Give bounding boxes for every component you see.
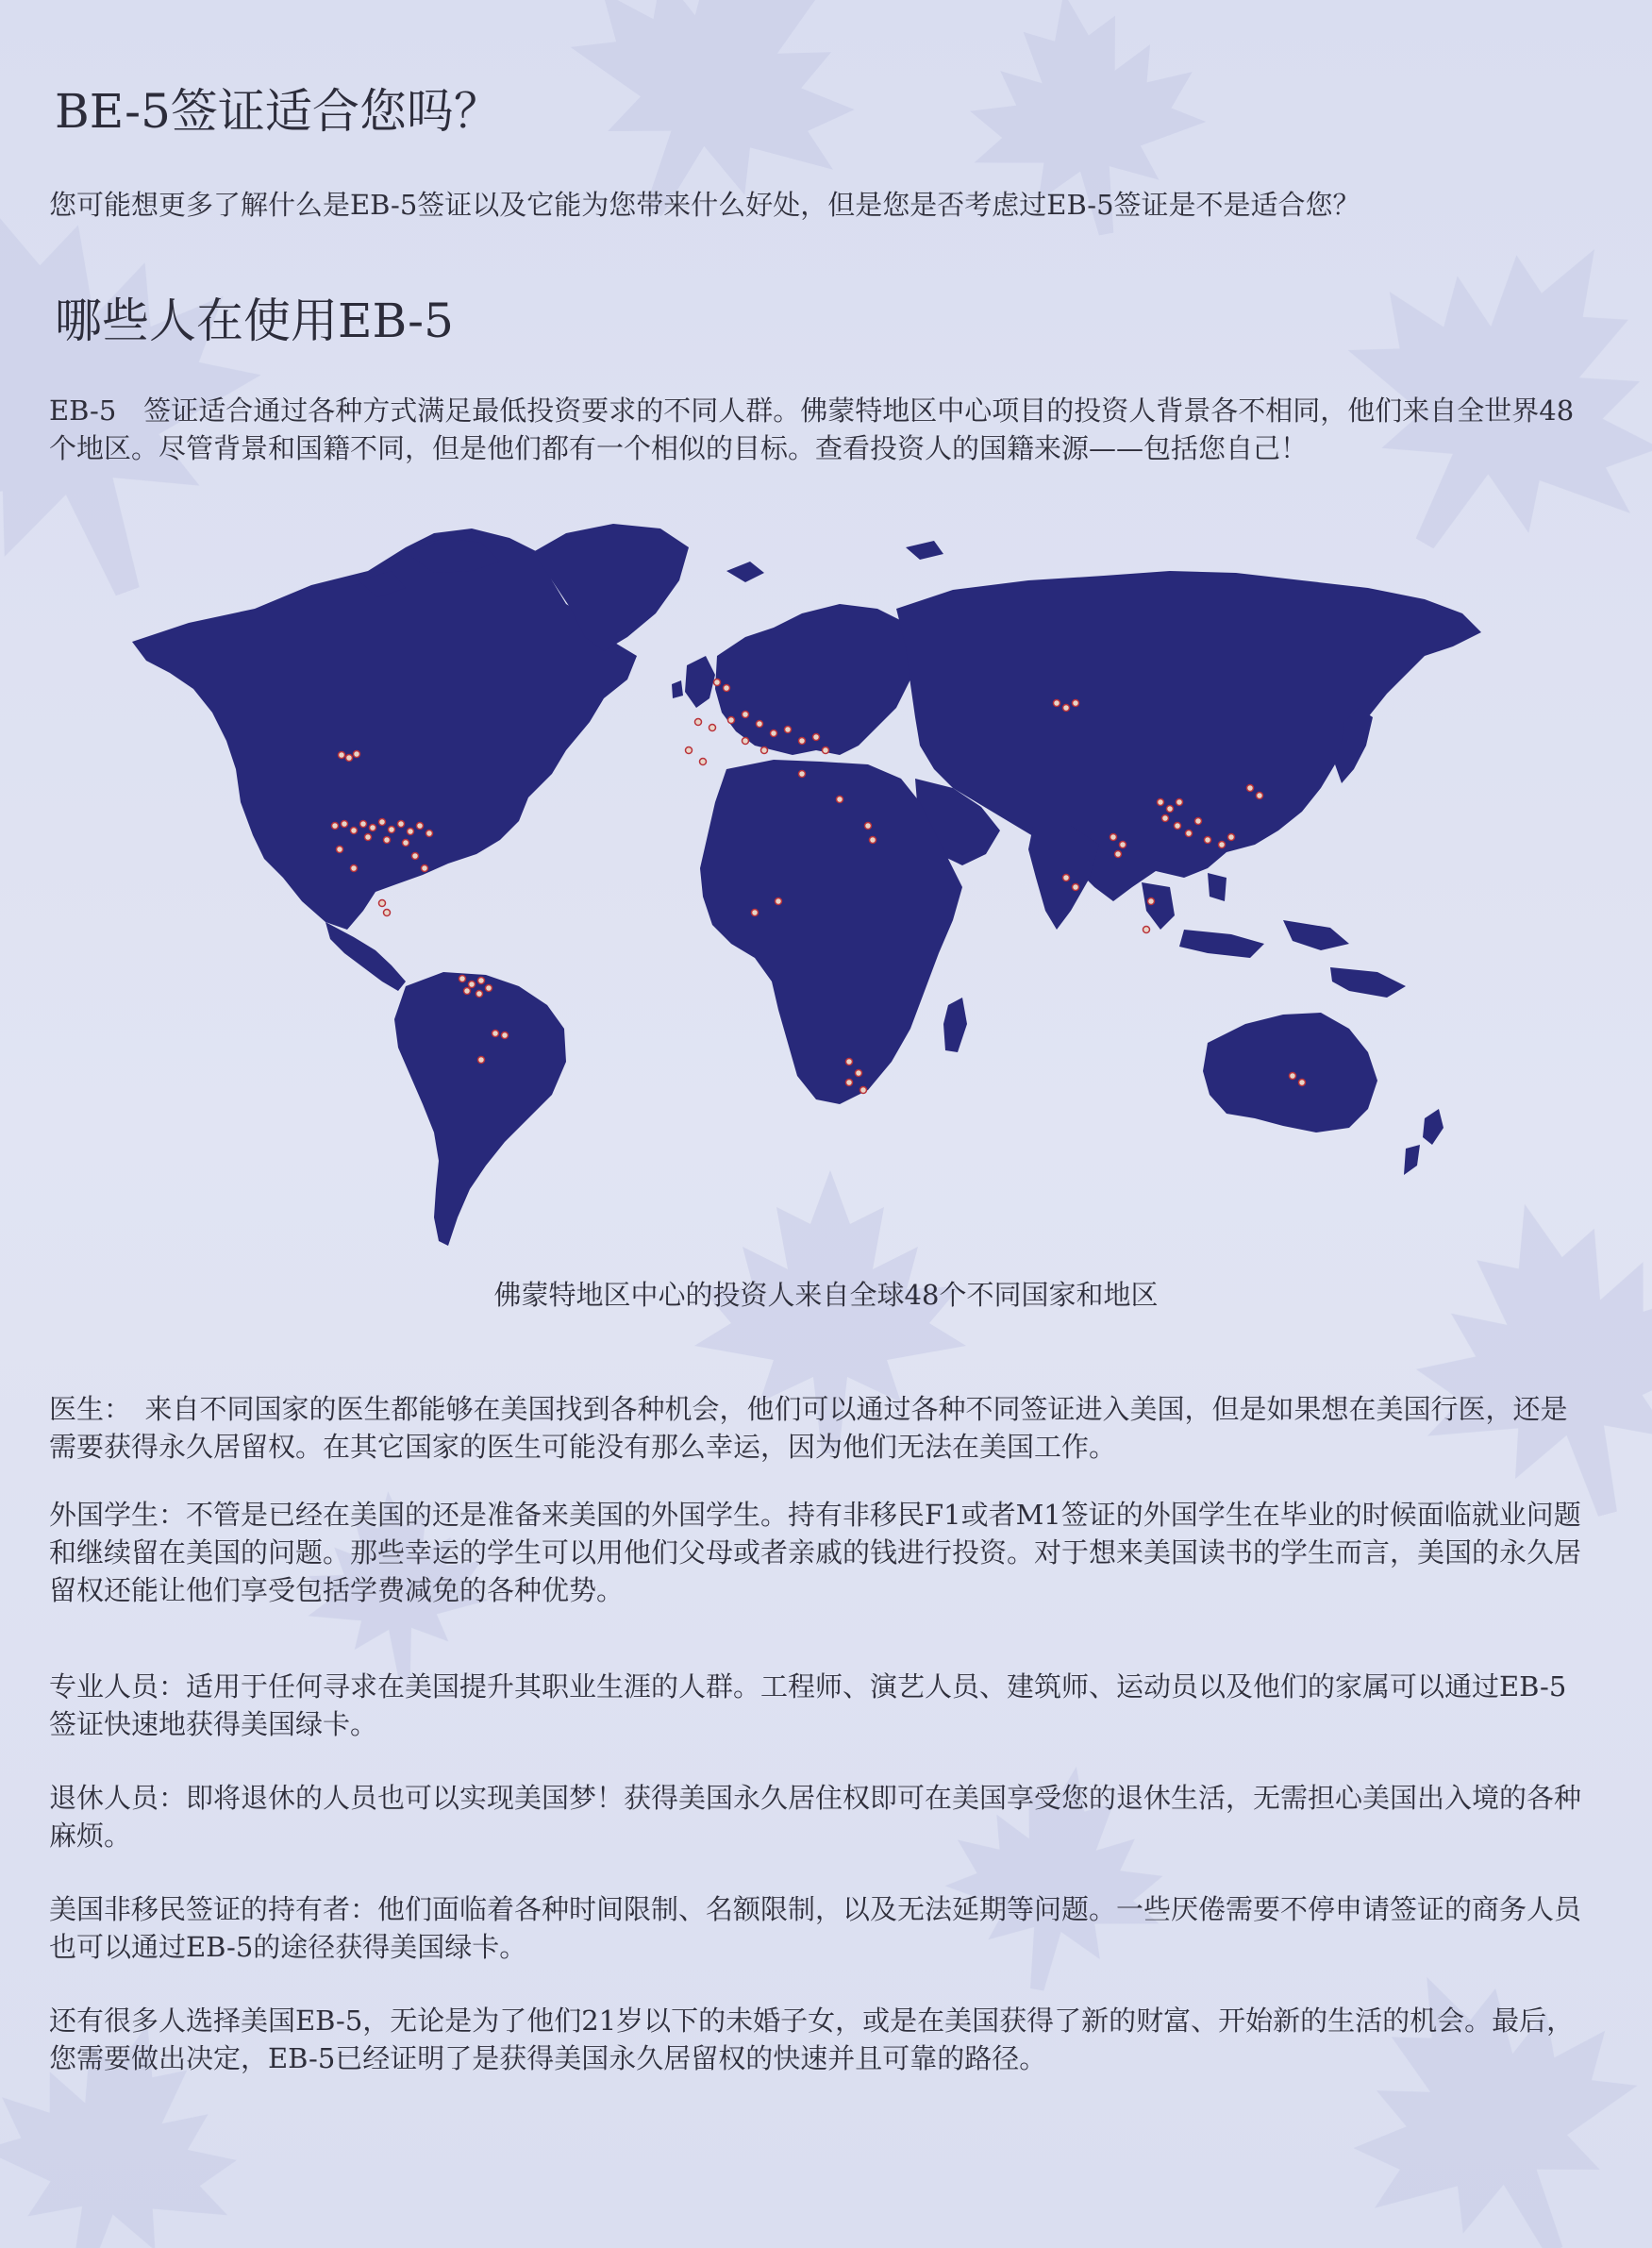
investor-marker [743,738,749,745]
investor-marker [695,719,702,726]
section-title: 哪些人在使用EB-5 [55,294,454,348]
investor-marker [743,712,749,718]
investor-marker [785,727,792,733]
investor-marker [799,738,806,745]
investor-marker [478,1057,485,1064]
investor-marker [1073,884,1079,891]
australia-landmass [1203,1013,1377,1132]
investor-marker [379,900,386,907]
investor-marker [700,759,707,765]
investor-marker [478,978,485,984]
investor-marker [370,825,376,831]
investor-marker [412,853,419,860]
investor-marker [1115,851,1122,858]
investor-marker [360,821,367,828]
investor-marker [464,988,471,995]
investor-marker [1158,799,1164,806]
new-zealand [1404,1109,1443,1175]
investor-marker [870,837,876,844]
investor-marker [752,910,759,916]
new-guinea [1330,967,1406,998]
investor-marker [354,751,360,758]
investor-marker [837,797,843,803]
investor-marker [339,752,345,759]
investor-marker [860,1087,867,1094]
investor-marker [771,730,777,737]
investor-marker [856,1070,862,1077]
investor-marker [1143,927,1150,933]
investor-marker [823,747,829,754]
investor-marker [846,1080,853,1086]
investor-marker [379,819,386,826]
investor-marker [1219,842,1226,848]
investor-marker [1186,830,1193,837]
investor-marker [776,898,782,905]
paragraph-students: 外国学生：不管是已经在美国的还是准备来美国的外国学生。持有非移民F1或者M1签证的外国学生在毕业的时候面临就业问题和继续留在美国的问题。那些幸运的学生可以用他们父母或者亲戚的钱进行投资。对于想来美国读书的学生而言，美国的永久居留权还能让他们享受包括学费减免的各种优势。 [49,1499,1582,1606]
central-america-landmass [325,922,406,991]
investor-marker [403,840,409,847]
investor-marker [389,827,395,833]
investor-marker [337,847,343,853]
investor-marker [1299,1080,1306,1086]
investor-marker [492,1031,499,1037]
madagascar [943,998,967,1052]
investor-marker [1063,705,1070,712]
investor-marker [417,823,424,830]
investor-marker [709,725,716,731]
investor-marker [502,1032,509,1039]
investor-marker [1162,815,1169,822]
investor-marker [1175,823,1181,830]
paragraph-visa-holders: 美国非移民签证的持有者：他们面临着各种时间限制、名额限制，以及无法延期等问题。一些厌倦需要不停申请签证的商务人员也可以通过EB-5的途径获得美国绿卡。 [49,1893,1582,1963]
investor-marker [1148,898,1155,905]
investor-marker [398,821,405,828]
investor-marker [476,991,483,998]
investor-marker [1290,1073,1296,1080]
british-isles [672,656,715,708]
investor-marker [714,679,721,686]
investor-marker [846,1059,853,1065]
investor-marker [422,865,428,872]
investor-marker [1110,834,1117,841]
investor-marker [384,910,391,916]
investor-marker [799,771,806,778]
investor-marker [728,717,735,724]
investor-marker [1247,785,1254,792]
investor-marker [1195,818,1202,825]
investor-marker [757,721,763,728]
southeast-asia-islands [1142,873,1349,958]
investor-marker [426,830,433,837]
paragraph-doctors: 医生： 来自不同国家的医生都能够在美国找到各种机会，他们可以通过各种不同签证进入美国，但是如果想在美国行医，还是需要获得永久居留权。在其它国家的医生可能没有那么幸运，因为他们无法在美国工作。 [49,1393,1568,1463]
investor-marker [686,747,693,754]
investor-marker [761,747,768,754]
investor-marker [1073,700,1079,707]
paragraph-retirees: 退休人员：即将退休的人员也可以实现美国梦！获得美国永久居住权即可在美国享受您的退休生活，无需担心美国出入境的各种麻烦。 [49,1782,1582,1852]
investor-marker [351,828,358,834]
south-america-landmass [394,972,566,1246]
investor-marker [384,837,391,844]
paragraph-professionals: 专业人员：适用于任何寻求在美国提升其职业生涯的人群。工程师、演艺人员、建筑师、运动员以及他们的家属可以通过EB-5签证快速地获得美国绿卡。 [49,1670,1567,1740]
europe-landmass [715,604,915,755]
africa-landmass [700,760,962,1104]
investor-marker [1257,793,1263,799]
investor-marker [1054,700,1060,707]
investor-marker [346,755,353,762]
investor-marker [408,829,414,835]
investor-marker [1167,806,1174,813]
investor-marker [332,823,339,830]
investor-marker [865,823,872,830]
investor-marker [1176,799,1183,806]
investor-marker [342,821,348,828]
investor-marker [1205,837,1211,844]
investor-marker [486,985,492,992]
investor-marker [1063,875,1070,881]
investor-marker [351,865,358,872]
investor-marker [724,685,730,692]
page-title: BE-5签证适合您吗？ [55,84,501,139]
investor-marker [469,981,476,988]
intro-paragraph: 您可能想更多了解什么是EB-5签证以及它能为您带来什么好处，但是您是否考虑过EB-5签证是不是适合您？ [49,189,1360,221]
investor-marker [813,734,820,741]
paragraph-others: 还有很多人选择美国EB-5，无论是为了他们21岁以下的未婚子女，或是在美国获得了新的财富、开始新的生活的机会。最后，您需要做出决定，EB-5已经证明了是获得美国永久居留权的快速并且可靠的路径。 [49,2005,1575,2074]
map-caption: 佛蒙特地区中心的投资人来自全球48个不同国家和地区 [493,1279,1159,1311]
section-intro-paragraph: EB-5 签证适合通过各种方式满足最低投资要求的不同人群。佛蒙特地区中心项目的投资人背景各不相同，他们来自全世界48个地区。尽管背景和国籍不同，但是他们都有一个相似的目标。查看投资人的国籍来源——包括您自己！ [49,394,1575,464]
investor-marker [459,976,466,982]
investor-marker [1228,834,1235,841]
investor-marker [365,834,372,841]
investor-marker [1120,842,1126,848]
world-map [123,514,1538,1250]
